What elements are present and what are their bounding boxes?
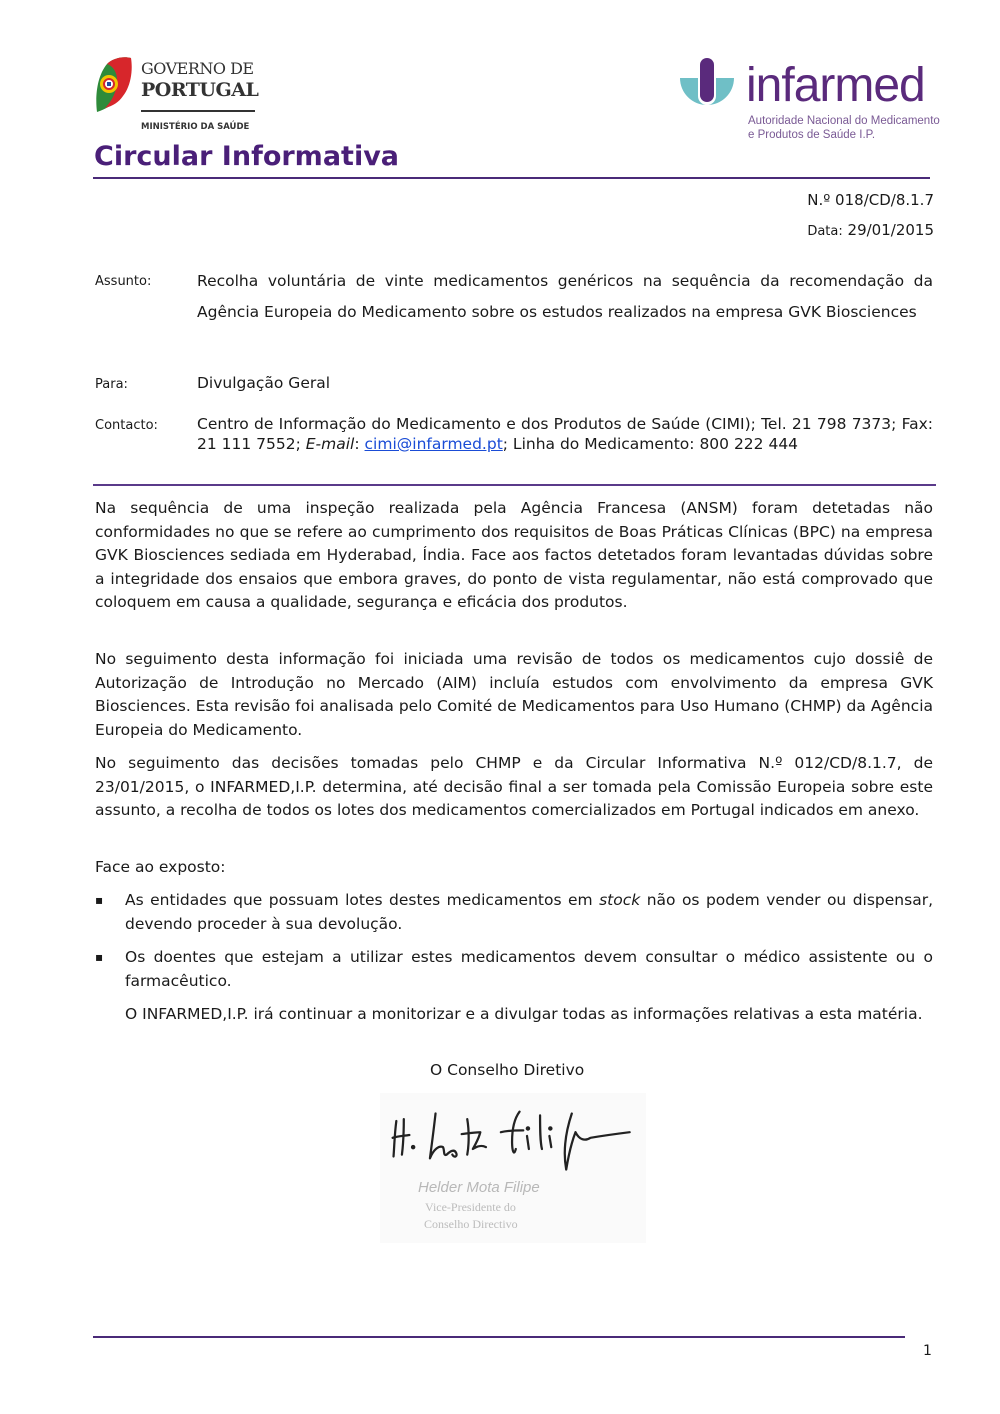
stamp-name: Helder Mota Filipe bbox=[418, 1179, 540, 1196]
title-divider bbox=[93, 177, 930, 179]
bullet-icon: ▪ bbox=[95, 893, 104, 907]
gov-logo-line1: GOVERNO DE bbox=[141, 59, 254, 78]
gov-logo-line2: PORTUGAL bbox=[141, 79, 259, 101]
email-colon: : bbox=[354, 435, 365, 453]
signature-image bbox=[380, 1093, 646, 1243]
signatory-board: O Conselho Diretivo bbox=[430, 1061, 585, 1079]
document-date bbox=[807, 220, 934, 242]
date-label: Data: bbox=[807, 224, 843, 239]
gov-logo-rule bbox=[141, 110, 255, 112]
stamp-role-line1: Vice-Presidente do bbox=[425, 1200, 516, 1214]
ministry-name: MINISTÉRIO DA SAÚDE bbox=[141, 122, 250, 132]
assunto-value: Recolha voluntária de vinte medicamentos genéricos na sequência da recomendação da Agência Europeia do Medicamento sobre os estudos realizados na empresa GVK Biosciences bbox=[197, 272, 933, 321]
assunto-label: Assunto: bbox=[95, 274, 152, 289]
reference-number: N.º 018/CD/8.1.7 bbox=[807, 191, 934, 209]
document-title: Circular Informativa bbox=[94, 141, 400, 172]
portugal-flag-icon bbox=[93, 56, 133, 112]
header-divider bbox=[93, 484, 936, 486]
contacto-prefix: Centro de Informação do Medicamento e dos Produtos de Saúde (CIMI); Tel. 21 798 7373; Fax: 21 111 7552; bbox=[197, 415, 933, 453]
email-label: E-mail bbox=[305, 435, 355, 453]
bullet-text-italic: stock bbox=[599, 891, 641, 909]
para-value: Divulgação Geral bbox=[197, 374, 331, 392]
page-number: 1 bbox=[923, 1343, 932, 1359]
governo-portugal-logo bbox=[93, 56, 268, 140]
bullet-text-part: As entidades que possuam lotes destes medicamentos em bbox=[125, 891, 600, 909]
paragraph: No seguimento das decisões tomadas pelo CHMP e da Circular Informativa N.º 012/CD/8.1.7, de 23/01/2015, o INFARMED,I.P. determina, até decisão final a ser tomada pela Comissão Europeia sobre este assunto, a recolha de todos os lotes dos medicamentos comercializados em Portugal indicados em anexo. bbox=[95, 754, 933, 819]
email-link[interactable]: cimi@infarmed.pt bbox=[364, 435, 503, 453]
infarmed-subtitle-line1: Autoridade Nacional do Medicamento bbox=[748, 115, 940, 127]
paragraph: Face ao exposto: bbox=[95, 858, 226, 876]
infarmed-wordmark: infarmed bbox=[746, 59, 925, 112]
bullet-text: Os doentes que estejam a utilizar estes medicamentos devem consultar o médico assistente ou o farmacêutico. bbox=[125, 948, 933, 990]
infarmed-subtitle bbox=[748, 114, 940, 142]
paragraph: Na sequência de uma inspeção realizada pela Agência Francesa (ANSM) foram detetadas não conformidades no que se refere ao cumprimento dos requisitos de Boas Práticas Clínicas (BPC) na empresa GVK Biosciences sediada em Hyderabad, Índia. Face aos factos detetados foram levantadas dúvidas sobre a integridade dos ensaios que embora graves, do ponto de vista regulamentar, não está comprovado que coloquem em causa a qualidade, segurança e eficácia dos produtos. bbox=[95, 499, 933, 611]
closing-paragraph: O INFARMED,I.P. irá continuar a monitorizar e a divulgar todas as informações relativas a esta matéria. bbox=[125, 1005, 923, 1023]
infarmed-logo bbox=[676, 56, 946, 146]
para-label: Para: bbox=[95, 377, 128, 392]
stamp-role-line2: Conselho Directivo bbox=[424, 1217, 518, 1231]
paragraph: No seguimento desta informação foi iniciada uma revisão de todos os medicamentos cujo dossiê de Autorização de Introdução no Mercado (AIM) incluía estudos com envolvimento da empresa GVK Biosciences. Esta revisão foi analisada pelo Comité de Medicamentos para Uso Humano (CHMP) da Agência Europeia do Medicamento. bbox=[95, 650, 933, 739]
bullet-text bbox=[125, 889, 933, 936]
handwritten-signature-icon bbox=[380, 1093, 646, 1177]
date-value: 29/01/2015 bbox=[847, 221, 934, 239]
contacto-label: Contacto: bbox=[95, 418, 158, 433]
infarmed-subtitle-line2: e Produtos de Saúde I.P. bbox=[748, 129, 876, 141]
contacto-value bbox=[197, 414, 933, 454]
bullet-text-part: não os podem vender ou dispensar, devendo proceder à sua devolução. bbox=[125, 891, 933, 933]
footer-divider bbox=[93, 1336, 905, 1338]
bullet-icon: ▪ bbox=[95, 950, 104, 964]
infarmed-mark-icon bbox=[676, 56, 738, 120]
contacto-suffix: ; Linha do Medicamento: 800 222 444 bbox=[502, 435, 799, 453]
